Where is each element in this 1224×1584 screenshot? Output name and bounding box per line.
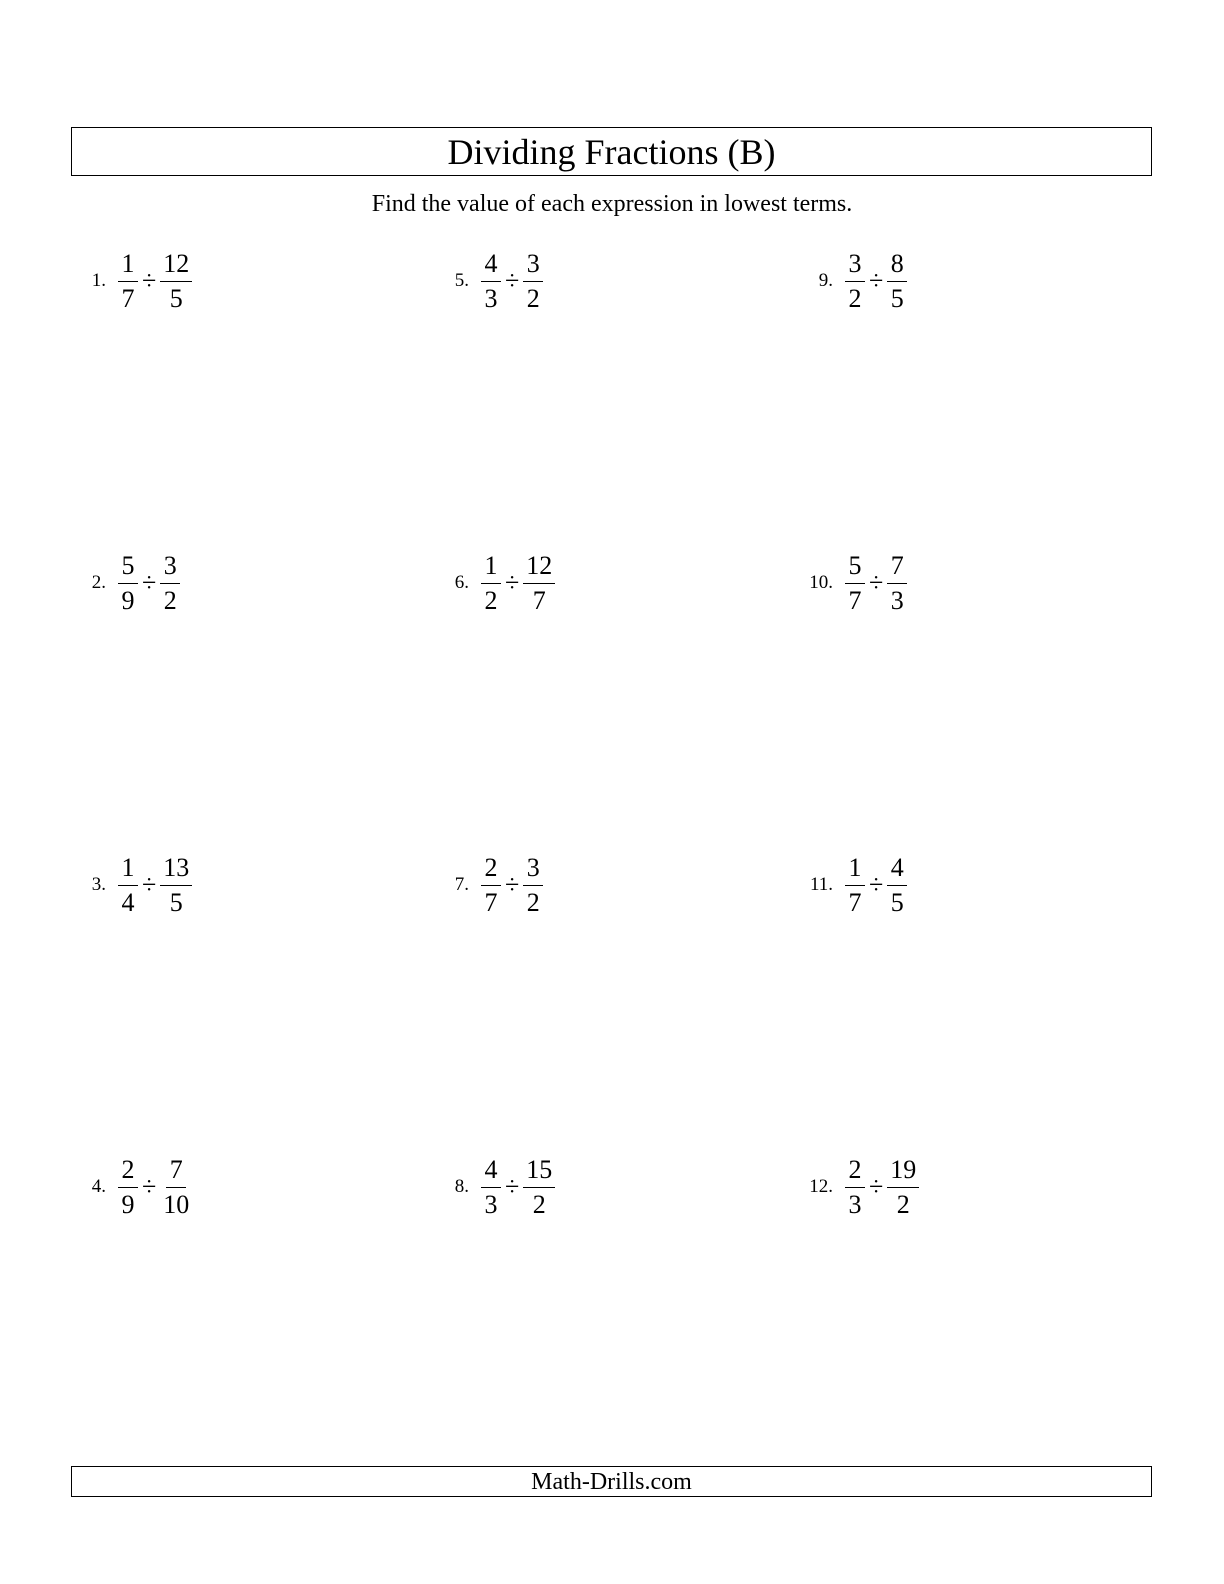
numerator: 5	[845, 553, 865, 584]
divisor-fraction	[523, 852, 543, 917]
dividend-fraction	[481, 248, 501, 313]
denominator: 3	[890, 585, 904, 615]
dividend-fraction	[481, 1154, 501, 1219]
numerator: 4	[481, 251, 501, 282]
dividend-fraction	[845, 550, 865, 615]
footer-box	[71, 1466, 1152, 1497]
problem-number: 12.	[809, 1176, 833, 1197]
numerator: 1	[845, 855, 865, 886]
denominator: 2	[526, 283, 540, 313]
problem-4	[62, 1150, 192, 1224]
problem-10	[789, 546, 907, 620]
divisor-fraction	[887, 550, 907, 615]
numerator: 1	[118, 855, 138, 886]
denominator: 7	[848, 887, 862, 917]
numerator: 3	[523, 855, 543, 886]
denominator: 4	[121, 887, 135, 917]
problem-number: 1.	[91, 270, 106, 291]
division-sign: ÷	[869, 266, 884, 295]
dividend-fraction	[845, 852, 865, 917]
division-sign: ÷	[869, 1172, 884, 1201]
numerator: 12	[523, 553, 555, 584]
division-sign: ÷	[505, 266, 520, 295]
dividend-fraction	[845, 248, 865, 313]
problem-number: 2.	[91, 572, 106, 593]
numerator: 2	[118, 1157, 138, 1188]
divisor-fraction	[523, 550, 555, 615]
problem-number: 6.	[454, 572, 469, 593]
problem-number: 10.	[809, 572, 833, 593]
divisor-fraction	[523, 248, 543, 313]
denominator: 2	[163, 585, 177, 615]
denominator: 7	[848, 585, 862, 615]
denominator: 7	[484, 887, 498, 917]
division-sign: ÷	[869, 568, 884, 597]
dividend-fraction	[481, 852, 501, 917]
problem-number: 7.	[454, 874, 469, 895]
numerator: 7	[887, 553, 907, 584]
divisor-fraction	[887, 1154, 919, 1219]
numerator: 12	[160, 251, 192, 282]
problem-number: 5.	[454, 270, 469, 291]
problem-6	[425, 546, 555, 620]
problem-number: 3.	[91, 874, 106, 895]
denominator: 5	[169, 283, 183, 313]
division-sign: ÷	[142, 870, 157, 899]
division-sign: ÷	[505, 568, 520, 597]
numerator: 7	[166, 1157, 186, 1188]
numerator: 4	[887, 855, 907, 886]
divisor-fraction	[160, 550, 180, 615]
numerator: 5	[118, 553, 138, 584]
division-sign: ÷	[869, 870, 884, 899]
numerator: 19	[887, 1157, 919, 1188]
denominator: 5	[890, 283, 904, 313]
denominator: 2	[848, 283, 862, 313]
problem-12	[789, 1150, 919, 1224]
division-sign: ÷	[505, 1172, 520, 1201]
denominator: 2	[532, 1189, 546, 1219]
dividend-fraction	[118, 248, 138, 313]
problem-7	[425, 848, 543, 922]
denominator: 10	[163, 1189, 190, 1219]
divisor-fraction	[887, 852, 907, 917]
divisor-fraction	[160, 852, 192, 917]
problem-11	[789, 848, 907, 922]
denominator: 7	[121, 283, 135, 313]
denominator: 3	[848, 1189, 862, 1219]
numerator: 8	[887, 251, 907, 282]
problem-number: 8.	[454, 1176, 469, 1197]
numerator: 1	[118, 251, 138, 282]
problem-1	[62, 244, 192, 318]
denominator: 7	[532, 585, 546, 615]
numerator: 3	[523, 251, 543, 282]
divisor-fraction	[887, 248, 907, 313]
problem-3	[62, 848, 192, 922]
numerator: 3	[845, 251, 865, 282]
problem-2	[62, 546, 180, 620]
denominator: 2	[484, 585, 498, 615]
divisor-fraction	[160, 1154, 192, 1219]
problem-number: 11.	[809, 874, 833, 895]
denominator: 9	[121, 1189, 135, 1219]
dividend-fraction	[118, 1154, 138, 1219]
numerator: 13	[160, 855, 192, 886]
dividend-fraction	[118, 550, 138, 615]
divisor-fraction	[160, 248, 192, 313]
worksheet-instructions: Find the value of each expression in lowest terms.	[371, 191, 853, 217]
denominator: 5	[169, 887, 183, 917]
problem-number: 9.	[818, 270, 833, 291]
division-sign: ÷	[142, 266, 157, 295]
denominator: 3	[484, 283, 498, 313]
numerator: 4	[481, 1157, 501, 1188]
denominator: 9	[121, 585, 135, 615]
dividend-fraction	[118, 852, 138, 917]
problem-5	[425, 244, 543, 318]
division-sign: ÷	[505, 870, 520, 899]
dividend-fraction	[481, 550, 501, 615]
problem-8	[425, 1150, 555, 1224]
worksheet-title: Dividing Fractions (B)	[447, 131, 776, 172]
footer-text: Math-Drills.com	[531, 1468, 692, 1495]
worksheet-title-box	[71, 127, 1152, 176]
denominator: 2	[526, 887, 540, 917]
denominator: 5	[890, 887, 904, 917]
problem-9	[789, 244, 907, 318]
divisor-fraction	[523, 1154, 555, 1219]
numerator: 2	[845, 1157, 865, 1188]
numerator: 15	[523, 1157, 555, 1188]
numerator: 2	[481, 855, 501, 886]
division-sign: ÷	[142, 1172, 157, 1201]
numerator: 3	[160, 553, 180, 584]
problem-number: 4.	[91, 1176, 106, 1197]
denominator: 3	[484, 1189, 498, 1219]
numerator: 1	[481, 553, 501, 584]
denominator: 2	[896, 1189, 910, 1219]
dividend-fraction	[845, 1154, 865, 1219]
division-sign: ÷	[142, 568, 157, 597]
